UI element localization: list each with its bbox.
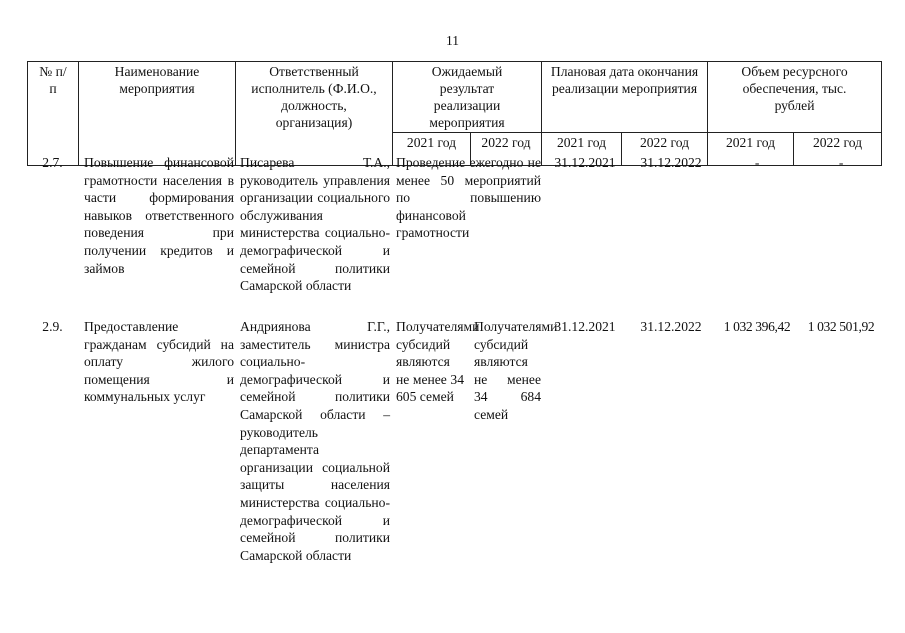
row-number: 2.9. <box>42 319 63 334</box>
expected-result-2021: Получателями субсидий являются не менее 34 605 семей <box>396 319 480 405</box>
row-number: 2.7. <box>42 155 63 170</box>
table-header <box>27 61 882 166</box>
amount-2022: - <box>838 155 844 170</box>
responsible-person: Андриянова Г.Г., заместитель министра социально-демографической и семейной политики Самарской области – руководитель департамента организации социальной защиты населения министерства социально-демографической и семейной политики Самарской области <box>240 319 390 563</box>
header-year: 2021 год <box>393 133 471 166</box>
page-number: 11 <box>446 33 459 48</box>
header-name: Наименование мероприятия <box>79 62 236 166</box>
header-num: № п/п <box>28 62 79 166</box>
expected-result-2022: Получателями субсидий являются не менее 34 684 семей <box>474 319 558 422</box>
header-year: 2021 год <box>708 133 794 166</box>
amount-2021: 1 032 396,42 <box>723 319 791 334</box>
amount-2021: - <box>754 155 760 170</box>
expected-result: Проведение ежегодно не менее 50 мероприятий по повышению финансовой грамотности <box>396 155 541 241</box>
planned-date-2022: 31.12.2022 <box>640 155 702 170</box>
header-resources: Объем ресурсного обеспечения, тыс. рублей <box>708 62 882 133</box>
header-planned-date: Плановая дата окончания реализации мероприятия <box>542 62 708 133</box>
header-responsible: Ответственный исполнитель (Ф.И.О., должность, организация) <box>236 62 393 166</box>
amount-2022: 1 032 501,92 <box>807 319 875 334</box>
table-row <box>0 318 905 563</box>
header-year: 2022 год <box>471 133 542 166</box>
activity-name: Повышение финансовой грамотности населения в части формирования навыков ответственного поведения при получении кредитов и займов <box>84 155 234 276</box>
activity-name: Предоставление гражданам субсидий на оплату жилого помещения и коммунальных услуг <box>84 319 234 405</box>
header-year: 2022 год <box>794 133 882 166</box>
header-expected-result: Ожидаемый результат реализации мероприятия <box>393 62 542 133</box>
header-year: 2021 год <box>542 133 622 166</box>
planned-date-2022: 31.12.2022 <box>640 319 702 334</box>
planned-date-2021: 31.12.2021 <box>554 319 616 334</box>
header-year: 2022 год <box>622 133 708 166</box>
table-row <box>0 154 905 314</box>
responsible-person: Писарева Т.А., руководитель управления организации социального обслуживания министерства социально-демографической и семейной политики Самарской области <box>240 155 390 294</box>
planned-date-2021: 31.12.2021 <box>554 155 616 170</box>
